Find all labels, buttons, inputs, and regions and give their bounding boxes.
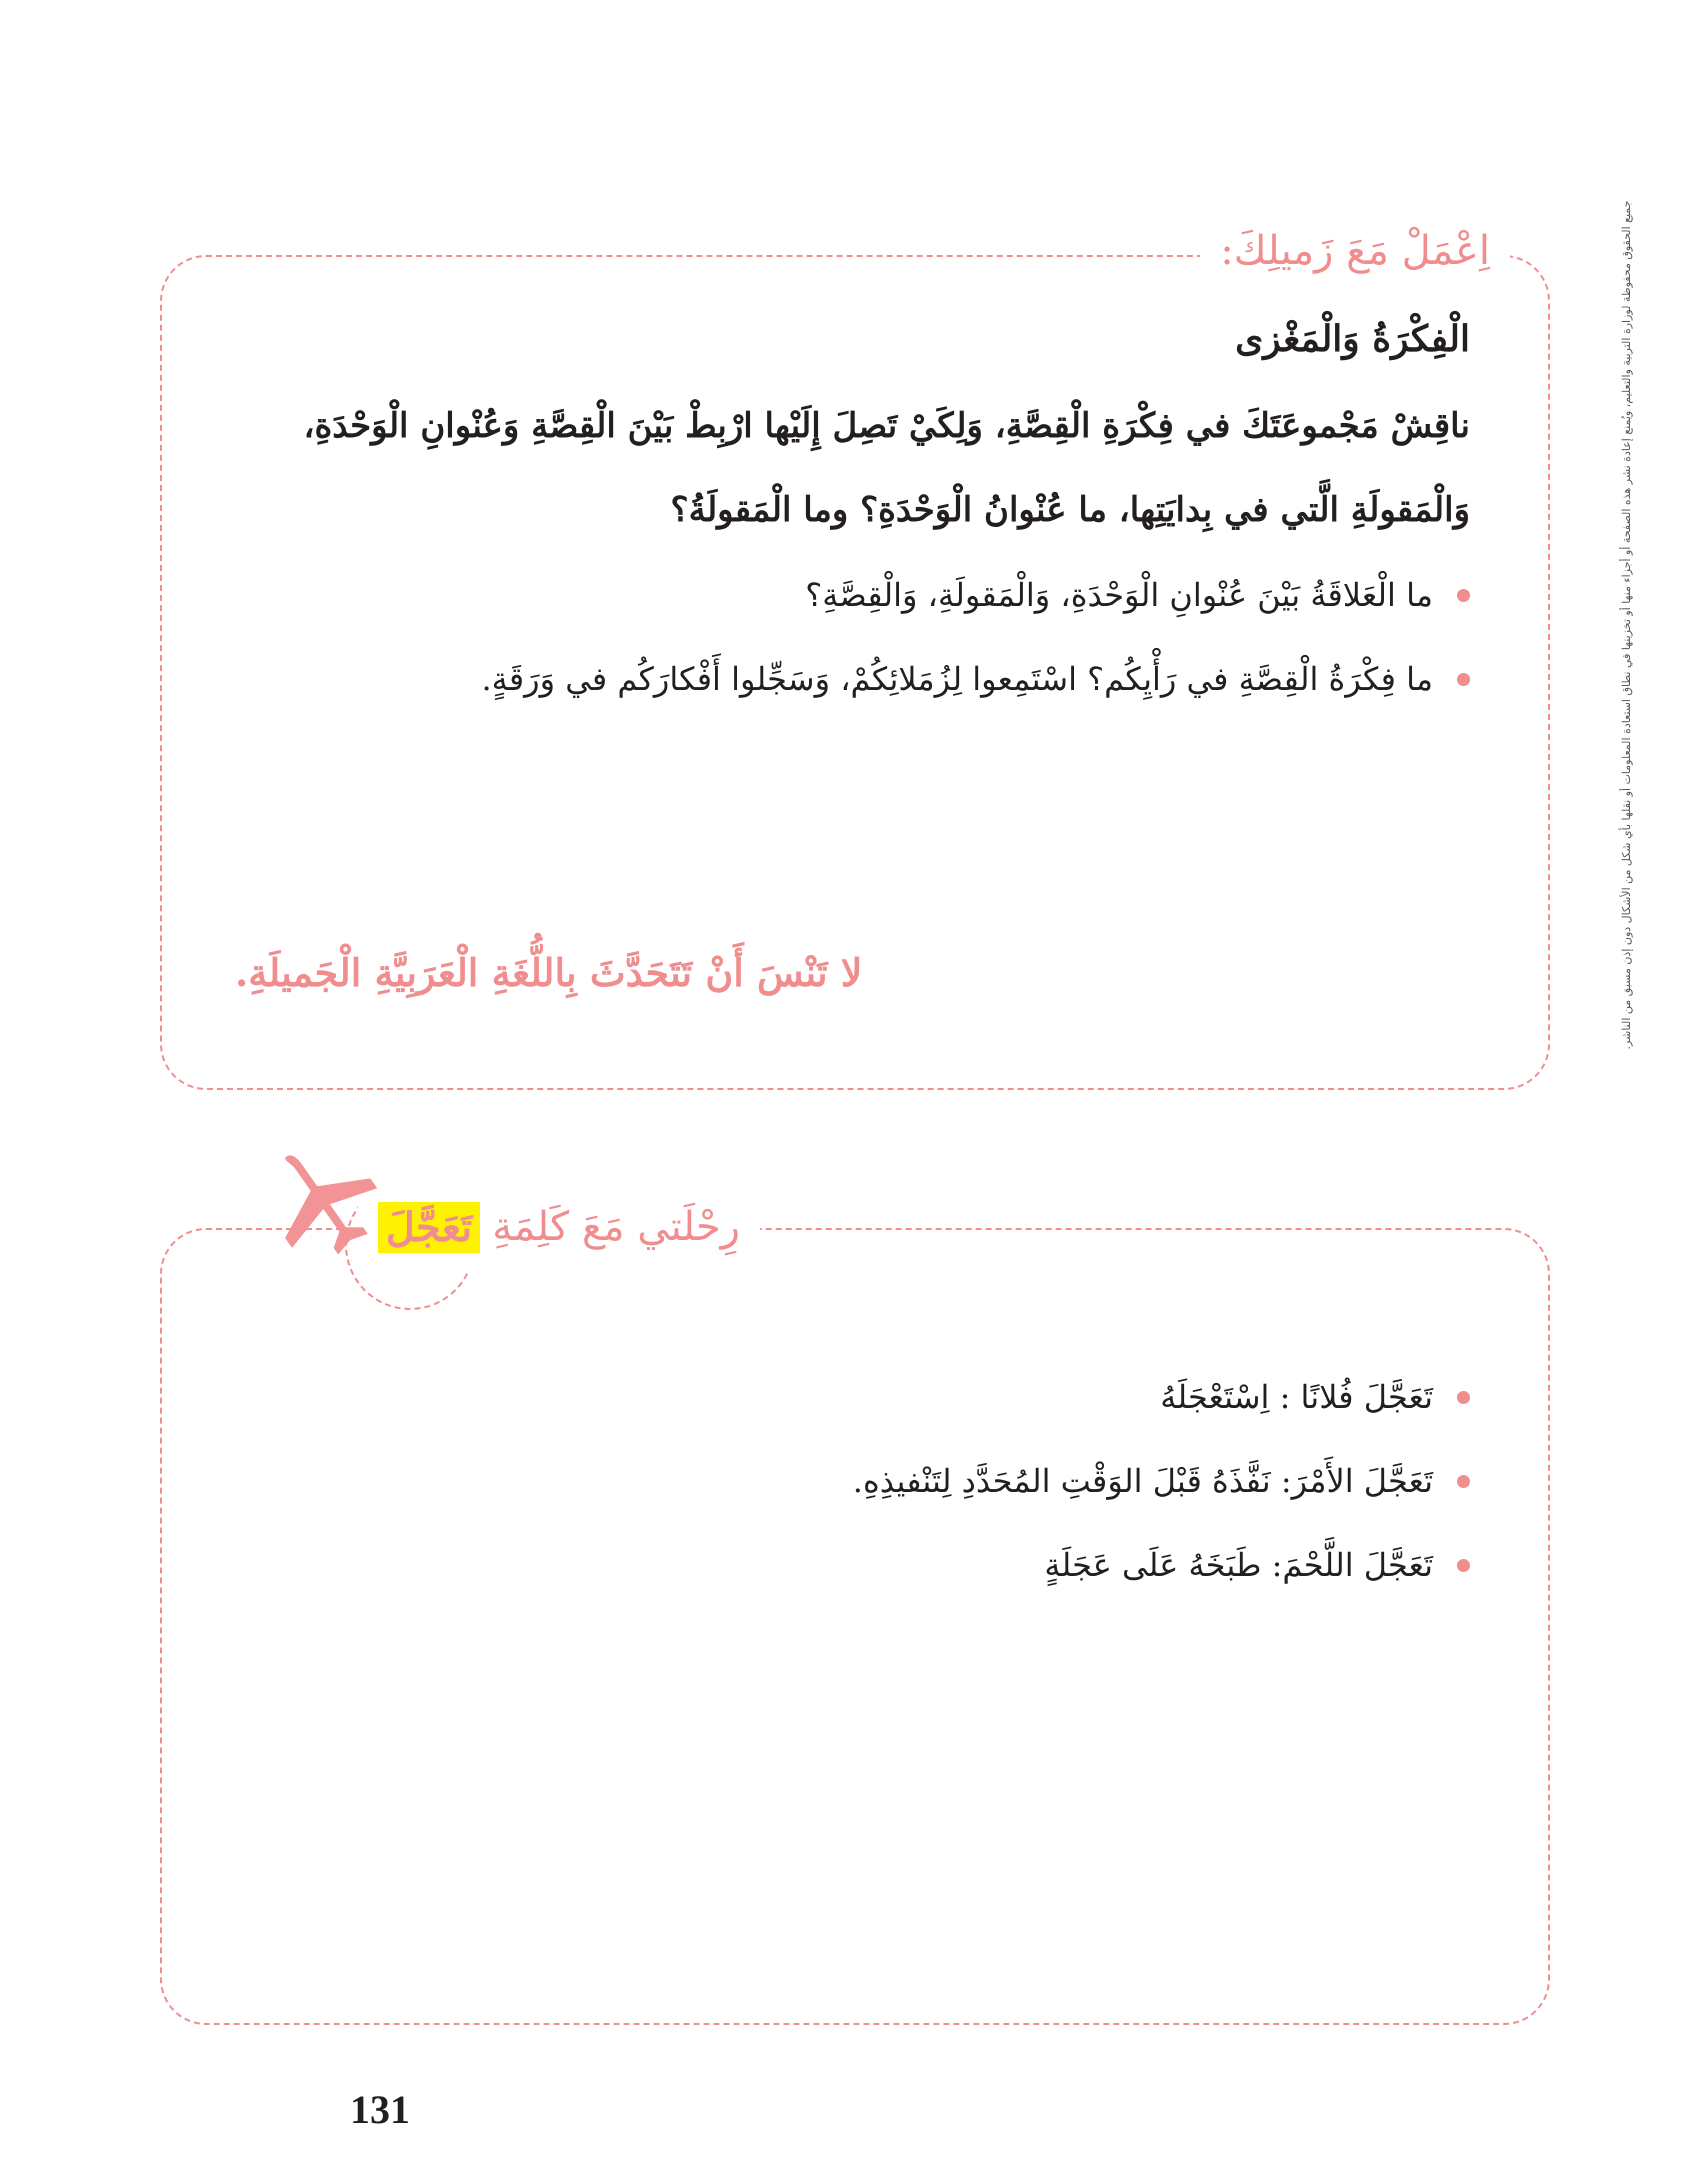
question-item	[482, 660, 1471, 698]
word-meaning-item	[853, 1462, 1470, 1500]
question-text: ما فِكْرَةُ الْقِصَّةِ في رَأْيِكُم؟ اسْتَمِعوا لِزُمَلائِكُمْ، وَسَجِّلوا أَفْكارَكُم في وَرَقَةٍ.	[481, 660, 1433, 698]
question-text: ما الْعَلاقَةُ بَيْنَ عُنْوانِ الْوَحْدَةِ، وَالْمَقولَةِ، وَالْقِصَّةِ؟	[805, 576, 1433, 614]
word-meaning-text: تَعَجَّلَ فُلانًا : اِسْتَعْجَلَهُ	[1160, 1378, 1433, 1416]
bullet-dot-icon	[1457, 1391, 1470, 1404]
instruction-line-2: وَالْمَقولَةِ الَّتي في بِدايَتِها، ما عُنْوانُ الْوَحْدَةِ؟ وما الْمَقولَةُ؟	[670, 490, 1470, 530]
copyright-side-note: جميع الحقوق محفوظة لوزارة التربية والتعليم، ويُمنع إعادة نشر هذه الصفحة أو أجزاء منها أو تخزينها في نطاق استعادة المعلومات أو نقلها بأي شكل من الأشكال دون إذن مسبق من الناشر.	[1620, 200, 1633, 1050]
word-journey-box	[160, 1228, 1550, 2025]
instruction-line-1: ناقِشْ مَجْموعَتَكَ في فِكْرَةِ الْقِصَّةِ، وَلِكَيْ تَصِلَ إِلَيْها ارْبِطْ بَيْنَ الْقِصَّةِ وَعُنْوانِ الْوَحْدَةِ،	[303, 406, 1470, 446]
airplane-icon	[262, 1140, 382, 1260]
section-subtitle: الْفِكْرَةُ وَالْمَغْزى	[1235, 318, 1470, 360]
group-work-heading: اِعْمَلْ مَعَ زَميلِكَ:	[1200, 220, 1510, 282]
bullet-dot-icon	[1457, 673, 1470, 686]
page-number: 131	[350, 2087, 410, 2132]
word-meaning-item	[1160, 1378, 1470, 1416]
bullet-dot-icon	[1457, 589, 1470, 602]
question-item	[805, 576, 1470, 614]
bullet-dot-icon	[1457, 1475, 1470, 1488]
word-meaning-item	[1044, 1546, 1470, 1584]
word-meaning-text: تَعَجَّلَ الأَمْرَ: نَفَّذَهُ قَبْلَ الوَقْتِ المُحَدَّدِ لِتَنْفيذِهِ.	[852, 1462, 1433, 1500]
word-journey-title: رِحْلَتي مَعَ كَلِمَةِ	[492, 1204, 740, 1250]
highlighted-word: تَعَجَّلَ	[378, 1202, 481, 1253]
arabic-reminder: لا تَنْسَ أَنْ تَتَحَدَّثَ بِاللُّغَةِ الْعَرَبِيَّةِ الْجَميلَةِ.	[235, 950, 863, 995]
word-journey-heading	[358, 1182, 760, 1272]
bullet-dot-icon	[1457, 1559, 1470, 1572]
word-meaning-text: تَعَجَّلَ اللَّحْمَ: طَبَخَهُ عَلَى عَجَلَةٍ	[1044, 1546, 1433, 1584]
